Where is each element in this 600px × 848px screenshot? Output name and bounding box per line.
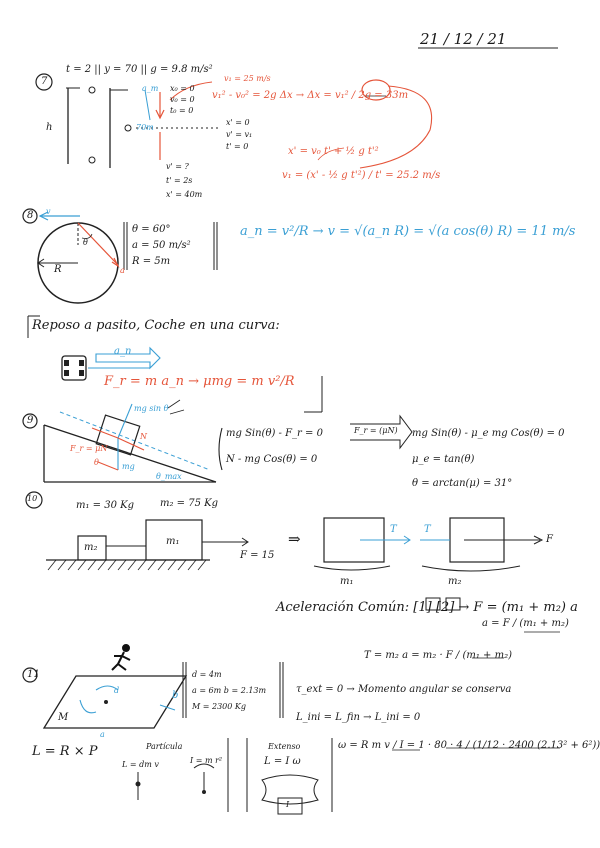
problem-8-given-theta: θ = 60° — [132, 224, 171, 235]
problem-9-number: 9 — [27, 415, 34, 426]
problem-9-system-eq-1: mg Sin(θ) - F_r = 0 — [226, 428, 323, 439]
problem-8-radius-label: R — [54, 264, 62, 275]
note-title: Reposo a pasito, Coche en una curva: — [32, 318, 280, 333]
problem-7-vals-t: t' = 2s — [166, 176, 193, 185]
problem-11-l-equation: L_ini = L_fin → L_ini = 0 — [296, 712, 421, 723]
problem-7-vals-x: x' = 40m — [166, 190, 203, 199]
problem-9-label-mg: mg — [122, 462, 135, 471]
problem-10-box-small-label: m₂ — [84, 542, 98, 553]
problem-7-mid-t: t' = 0 — [226, 142, 249, 151]
problem-9-label-theta: θ — [94, 458, 99, 467]
problem-7-init-t: t₀ = 0 — [170, 106, 194, 115]
problem-10-accel-equation: a = F / (m₁ + m₂) — [482, 618, 569, 629]
problem-7-mid-v: v' = v₁ — [226, 130, 253, 139]
problem-11-number: 11 — [27, 669, 40, 680]
problem-11-b-label: b — [172, 690, 179, 701]
problem-7-height-label: h — [46, 122, 53, 133]
problem-7-mid-x: x' = 0 — [226, 118, 250, 127]
problem-11-particle-eq: L = dm v — [122, 760, 159, 769]
problem-9-label-incline: θ_max — [156, 472, 182, 481]
problem-7-equation-x: x' = v₀ t' + ½ g t'² — [288, 146, 379, 157]
problem-10-force-arrow-label: F — [546, 534, 553, 545]
note-friction-equation: F_r = m a_n → μmg = m v²/R — [104, 374, 295, 389]
problem-8-number: 8 — [27, 210, 34, 221]
problem-10-number: 10 — [27, 494, 38, 503]
problem-10-tension-1: T — [390, 524, 397, 535]
problem-11-given-2: a = 6m b = 2.13m — [192, 686, 267, 695]
problem-11-d-label: d — [114, 686, 120, 695]
note-an-label: a_n — [114, 346, 132, 357]
problem-9-result-1: mg Sin(θ) - μ_e mg Cos(θ) = 0 — [412, 428, 565, 439]
problem-7-vals-v: v' = ? — [166, 162, 189, 171]
problem-7-70m: 70m — [136, 123, 154, 132]
problem-11-omega-equation: ω = R m v / I = 1 · 80 · 4 / (1/12 · 2400 (2.13² + 6²)) — [338, 740, 600, 751]
runner-figure — [112, 645, 130, 670]
problem-11-particle-eq-2: I = m r² — [190, 756, 223, 765]
problem-10-box-large-label: m₁ — [166, 536, 180, 547]
problem-7-accel-label: a_m — [142, 84, 159, 93]
problem-11-inertia-label: I — [286, 800, 290, 809]
problem-7-velocity-label: v₁ = 25 m/s — [224, 74, 271, 83]
problem-8-velocity-label: v — [46, 207, 51, 216]
problem-9-label-n: N — [140, 432, 147, 441]
problem-9-arrow-label: F_r = (μN) — [354, 426, 398, 435]
problem-9-result-3: θ = arctan(μ) = 31° — [412, 478, 513, 489]
problem-7-equation-v: v₁ = (x' - ½ g t'²) / t' = 25.2 m/s — [282, 170, 441, 181]
problem-9-label-b: mg sin θ — [134, 404, 169, 413]
problem-11-given-1: d = 4m — [192, 670, 222, 679]
problem-11-given-3: M = 2300 Kg — [192, 702, 246, 711]
problem-11-m-label: M — [58, 712, 69, 723]
car-sketch — [62, 356, 86, 380]
problem-11-particle-title: Partícula — [146, 742, 183, 751]
problem-10-implies-arrow: ⇒ — [288, 530, 301, 548]
problem-7-number: 7 — [41, 76, 48, 87]
problem-7-equation-1: v₁² - v₀² = 2g Δx → Δx = v₁² / 2g = 33m — [212, 90, 409, 101]
problem-7-init-x: x₀ = 0 — [170, 84, 195, 93]
date-heading: 21 / 12 / 21 — [420, 30, 507, 48]
problem-7-init-v: v₀ = 0 — [170, 95, 195, 104]
problem-8-equation: a_n = v²/R → v = √(a_n R) = √(a cos(θ) R) = 11 m/s — [240, 224, 576, 239]
problem-10-label-m1: m₁ — [340, 576, 354, 587]
problem-11-a-label: a — [100, 730, 105, 739]
problem-11-torque: τ_ext = 0 → Momento angular se conserva — [296, 684, 512, 695]
problem-9-label-fr: F_r = μN — [70, 444, 108, 453]
problem-10-tension-equation: T = m₂ a = m₂ · F / (m₁ + m₂) — [364, 650, 512, 661]
problem-9-result-2: μ_e = tan(θ) — [412, 454, 475, 465]
problem-10-mass-1: m₁ = 30 Kg — [76, 500, 135, 511]
problem-8-theta-label: θ — [83, 238, 88, 247]
problem-10-label-m2: m₂ — [448, 576, 462, 587]
problem-11-extended-title: Extenso — [268, 742, 301, 751]
problem-10-force-label: F = 15 — [240, 550, 275, 561]
problem-8-given-r: R = 5m — [132, 256, 171, 267]
problem-8-accel-label: a — [120, 266, 125, 275]
problem-11-extended-eq: L = I ω — [264, 756, 301, 767]
problem-9-system-eq-2: N - mg Cos(θ) = 0 — [226, 454, 318, 465]
problem-7-params: t = 2 || y = 70 || g = 9.8 m/s² — [66, 64, 213, 75]
problem-10-acceleration: Aceleración Común: [1] [2] → F = (m₁ + m₂) a — [276, 600, 578, 615]
problem-10-tension-2: T — [424, 524, 431, 535]
problem-11-cross-product: L = R × P — [32, 744, 98, 759]
problem-8-given-a: a = 50 m/s² — [132, 240, 191, 251]
incline-plane — [44, 425, 216, 482]
problem-10-mass-2: m₂ = 75 Kg — [160, 498, 219, 509]
